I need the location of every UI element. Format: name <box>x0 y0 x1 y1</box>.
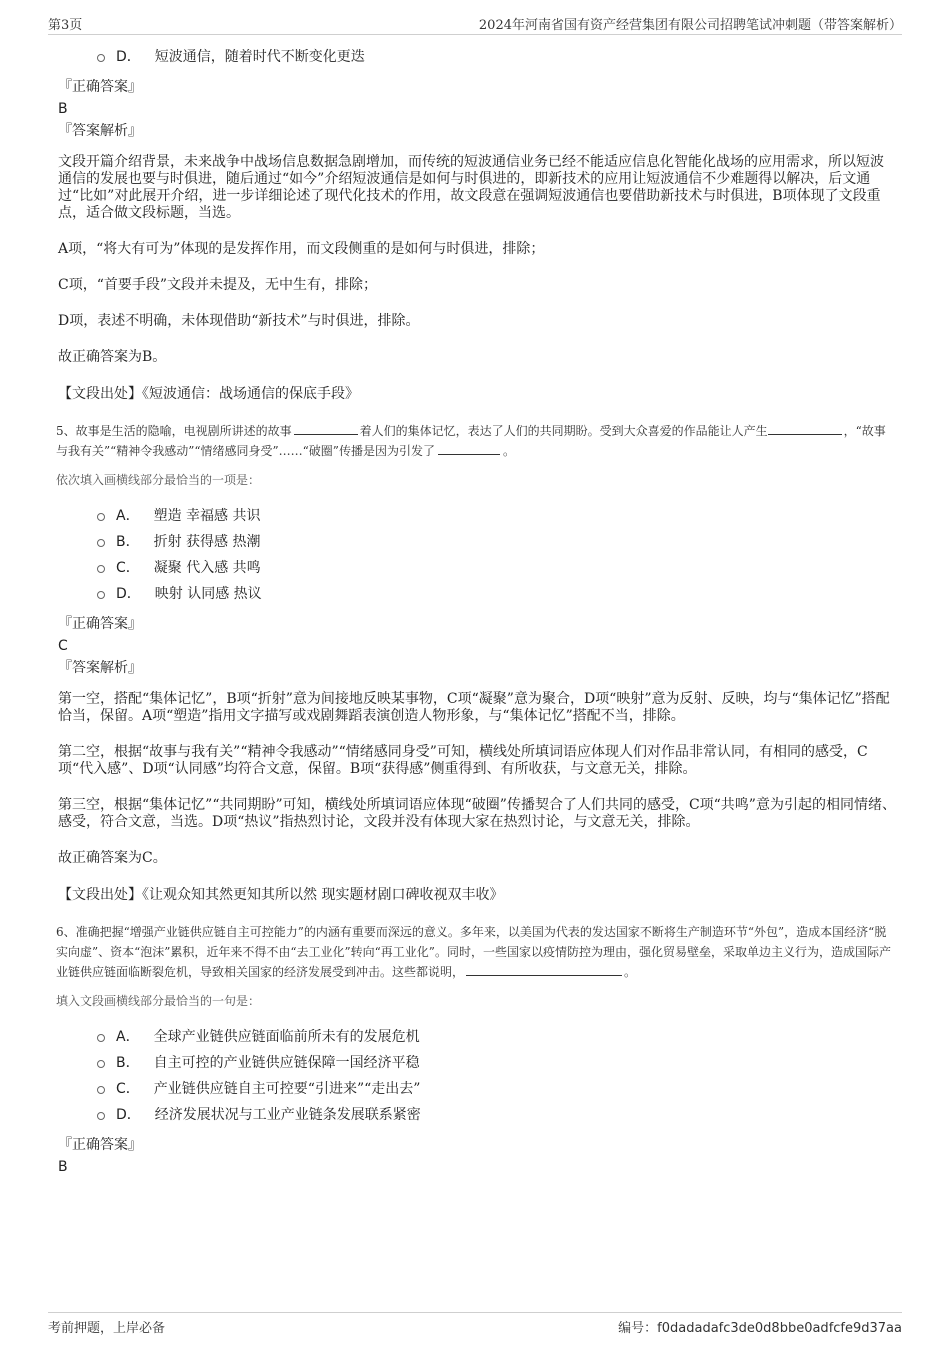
q5-analysis-paragraph: 第一空，搭配“集体记忆”，B项“折射”意为间接地反映某事物，C项“凝聚”意为聚合，D项“映射”意为反射、反映，均与“集体记忆”搭配恰当，保留。A项“塑造”指用文字描写或戏剧舞蹈表演创造人物形象，与“集体记忆”搭配不当，排除。 <box>58 691 890 724</box>
q5-analysis-paragraph: 第三空，根据“集体记忆”“共同期盼”可知，横线处所填词语应体现“破圈”传播契合了人们共同的感受，C项“共鸣”意为引起的相同情绪、感受，符合文意，当选。D项“热议”指热烈讨论，文段并没有体现大家在热烈讨论，与文意无关，排除。 <box>58 797 896 830</box>
fill-blank <box>438 442 500 455</box>
q4-option-d[interactable]: D． 短波通信，随着时代不断变化更迭 <box>56 44 896 70</box>
q5-option-d[interactable]: D． 映射 认同感 热议 <box>56 581 896 607</box>
fill-blank <box>294 422 358 435</box>
q6-answer: B <box>58 1159 68 1175</box>
page-number: 第3页 <box>48 18 83 33</box>
q4-analysis-conclusion: 故正确答案为B。 <box>58 349 167 365</box>
q6-option-d[interactable]: D． 经济发展状况与工业产业链条发展联系紧密 <box>56 1102 896 1128</box>
q4-analysis-paragraph: C项，“首要手段”文段并未提及，无中生有，排除； <box>58 277 378 293</box>
q5-analysis-conclusion: 故正确答案为C。 <box>58 850 167 866</box>
page-header <box>48 14 902 35</box>
q5-option-b[interactable]: B． 折射 获得感 热潮 <box>56 529 896 555</box>
q4-source: 【文段出处】《短波通信：战场通信的保底手段》 <box>58 386 359 402</box>
q4-analysis-paragraph: A项，“将大有可为”体现的是发挥作用，而文段侧重的是如何与时俱进，排除； <box>58 241 545 257</box>
footer-slogan: 考前押题，上岸必备 <box>48 1321 166 1336</box>
q4-analysis-paragraph: 文段开篇介绍背景，未来战争中战场信息数据急剧增加，而传统的短波通信业务已经不能适应信息化智能化战场的应用需求，所以短波通信的发展也要与时俱进，随后通过“如今”介绍短波通信是如何与时俱进的，即新技术的应用让短波通信不少难题得以解决，后文通过“比如”对此展开介绍，进一步详细论述了现代化技术的作用，故文段意在强调短波通信也要借助新技术与时俱进，B项体现了文段重点，适合做文段标题，当选。 <box>58 154 884 221</box>
document-code: 编号：f0dadadafc3de0d8bbe0adfcfe9d37aa <box>618 1321 902 1336</box>
q4-answer-label: 『正确答案』 <box>58 79 142 95</box>
q4-analysis-paragraph: D项，表述不明确，未体现借助“新技术”与时俱进，排除。 <box>58 313 420 329</box>
q4-answer: B <box>58 101 68 117</box>
q6-stem: 6、准确把握“增强产业链供应链自主可控能力”的内涵有重要而深远的意义。多年来，以美国为代表的发达国家不断将生产制造环节“外包”，造成本国经济“脱实向虚”、资本“泡沫”累积，近年来不得不由“去工业化”转向“再工业化”。同时，一些国家以疫情防控为理由，强化贸易壁垒，采取单边主义行为，造成国际产业链供应链面临断裂危机，导致相关国家的经济发展受到冲击。这些都说明， 。 <box>56 925 891 979</box>
q4-analysis-label: 『答案解析』 <box>58 123 142 139</box>
q5-answer-label: 『正确答案』 <box>58 616 142 632</box>
q6-instruction: 填入文段画横线部分最恰当的一句是： <box>56 994 261 1008</box>
radio-button-icon[interactable] <box>97 1060 105 1068</box>
q5-answer: C <box>58 638 68 654</box>
radio-button-icon[interactable] <box>97 565 105 573</box>
q5-instruction: 依次填入画横线部分最恰当的一项是： <box>56 473 261 487</box>
q5-source: 【文段出处】《让观众知其然更知其所以然 现实题材剧口碑收视双丰收》 <box>58 887 504 903</box>
q5-option-c[interactable]: C． 凝聚 代入感 共鸣 <box>56 555 896 581</box>
page-footer <box>48 1312 902 1335</box>
radio-button-icon[interactable] <box>97 591 105 599</box>
q5-stem: 5、故事是生活的隐喻，电视剧所讲述的故事 着人们的集体记忆，表达了人们的共同期盼。受到大众喜爱的作品能让人产生 ，“故事与我有关”“精神令我感动”“情绪感同身受”……“破圈”传播是因为引发了 。 <box>56 424 886 458</box>
fill-blank <box>466 963 622 976</box>
radio-button-icon[interactable] <box>97 513 105 521</box>
radio-button-icon[interactable] <box>97 1086 105 1094</box>
fill-blank <box>768 422 842 435</box>
q6-option-c[interactable]: C． 产业链供应链自主可控要“引进来”“走出去” <box>56 1076 896 1102</box>
radio-button-icon[interactable] <box>97 539 105 547</box>
page-content <box>56 44 896 1178</box>
q5-option-a[interactable]: A． 塑造 幸福感 共识 <box>56 503 896 529</box>
q6-answer-label: 『正确答案』 <box>58 1137 142 1153</box>
q5-analysis-label: 『答案解析』 <box>58 660 142 676</box>
radio-button-icon[interactable] <box>97 1112 105 1120</box>
radio-button-icon[interactable] <box>97 1034 105 1042</box>
q5-analysis-paragraph: 第二空，根据“故事与我有关”“精神令我感动”“情绪感同身受”可知，横线处所填词语应体现人们对作品非常认同，有相同的感受，C项“代入感”、D项“认同感”均符合文意，保留。B项“获得感”侧重得到、有所收获，与文意无关，排除。 <box>58 744 868 777</box>
radio-button-icon[interactable] <box>97 54 105 62</box>
q6-option-a[interactable]: A． 全球产业链供应链面临前所未有的发展危机 <box>56 1024 896 1050</box>
q6-option-b[interactable]: B． 自主可控的产业链供应链保障一国经济平稳 <box>56 1050 896 1076</box>
document-title: 2024年河南省国有资产经营集团有限公司招聘笔试冲刺题（带答案解析） <box>478 18 902 33</box>
